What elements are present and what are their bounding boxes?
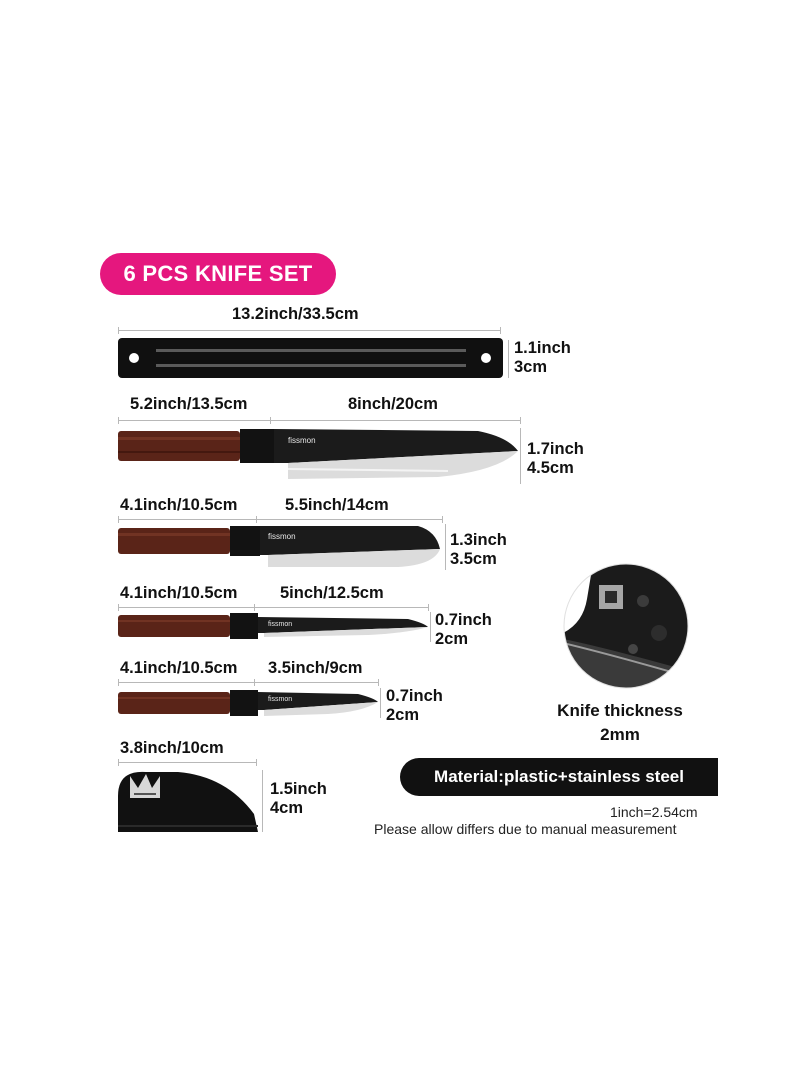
santoku-width-line bbox=[445, 524, 446, 570]
sharpener-height-line bbox=[262, 770, 263, 832]
sharpener-height-cm: 4cm bbox=[270, 799, 304, 817]
thickness-value: 2mm bbox=[600, 725, 640, 744]
santoku-handle-label: 4.1inch/10.5cm bbox=[120, 496, 238, 514]
santoku-brand-mark: fissmon bbox=[268, 532, 296, 541]
conversion-note: 1inch=2.54cm bbox=[610, 804, 698, 820]
paring-width-label bbox=[386, 687, 443, 725]
chef-tick-left bbox=[118, 417, 119, 424]
chef-handle-label: 5.2inch/13.5cm bbox=[130, 395, 248, 413]
santoku-tick-right bbox=[442, 516, 443, 523]
sharpener-tick-left bbox=[118, 759, 119, 766]
utility-tick-right bbox=[428, 604, 429, 611]
chef-width-label bbox=[527, 440, 584, 478]
material-text: Material:plastic+stainless steel bbox=[434, 767, 684, 786]
paring-tick-mid bbox=[254, 679, 255, 686]
sharpener-image bbox=[116, 768, 260, 834]
chef-width-line bbox=[520, 428, 521, 484]
utility-blade-label: 5inch/12.5cm bbox=[280, 584, 384, 602]
title-badge bbox=[100, 253, 336, 295]
bar-height-cm: 3cm bbox=[514, 358, 548, 376]
bar-height-label bbox=[514, 339, 571, 377]
sharpener-height-label bbox=[270, 780, 327, 818]
chef-blade-label: 8inch/20cm bbox=[348, 395, 438, 413]
santoku-knife-image bbox=[118, 523, 444, 573]
paring-width-inch: 0.7inch bbox=[386, 687, 443, 705]
paring-brand-mark: fissmon bbox=[268, 696, 293, 703]
utility-length-line bbox=[118, 607, 428, 608]
utility-width-line bbox=[430, 612, 431, 642]
utility-width-inch: 0.7inch bbox=[435, 611, 492, 629]
santoku-width-inch: 1.3inch bbox=[450, 531, 507, 549]
thickness-label bbox=[525, 699, 715, 747]
santoku-length-line bbox=[118, 519, 442, 520]
utility-brand-mark: fissmon bbox=[268, 621, 293, 628]
paring-tick-left bbox=[118, 679, 119, 686]
paring-length-line bbox=[118, 682, 378, 683]
sharpener-length-label: 3.8inch/10cm bbox=[120, 739, 224, 757]
thickness-title: Knife thickness bbox=[557, 701, 683, 720]
santoku-tick-left bbox=[118, 516, 119, 523]
bar-height-line bbox=[508, 340, 509, 378]
sharpener-height-inch: 1.5inch bbox=[270, 780, 327, 798]
paring-blade-label: 3.5inch/9cm bbox=[268, 659, 363, 677]
bar-length-tick-right bbox=[500, 327, 501, 334]
paring-width-cm: 2cm bbox=[386, 706, 420, 724]
utility-handle-label: 4.1inch/10.5cm bbox=[120, 584, 238, 602]
chef-width-cm: 4.5cm bbox=[527, 459, 574, 477]
santoku-tick-mid bbox=[256, 516, 257, 523]
thickness-detail-image bbox=[563, 563, 689, 689]
utility-tick-left bbox=[118, 604, 119, 611]
chef-knife-image bbox=[118, 425, 520, 487]
material-badge bbox=[400, 758, 718, 796]
bar-length-label: 13.2inch/33.5cm bbox=[232, 305, 359, 323]
santoku-blade-label: 5.5inch/14cm bbox=[285, 496, 389, 514]
santoku-width-cm: 3.5cm bbox=[450, 550, 497, 568]
paring-tick-right bbox=[378, 679, 379, 686]
bar-height-inch: 1.1inch bbox=[514, 339, 571, 357]
magnetic-bar-image bbox=[118, 338, 503, 380]
disclaimer-note: Please allow differs due to manual measurement bbox=[374, 821, 677, 837]
chef-tick-right bbox=[520, 417, 521, 424]
bar-length-line bbox=[118, 330, 500, 331]
sharpener-length-line bbox=[118, 762, 256, 763]
chef-length-line bbox=[118, 420, 520, 421]
paring-handle-label: 4.1inch/10.5cm bbox=[120, 659, 238, 677]
utility-width-cm: 2cm bbox=[435, 630, 469, 648]
chef-width-inch: 1.7inch bbox=[527, 440, 584, 458]
utility-width-label bbox=[435, 611, 492, 649]
sharpener-tick-right bbox=[256, 759, 257, 766]
chef-tick-mid bbox=[270, 417, 271, 424]
paring-knife-image bbox=[118, 688, 380, 720]
santoku-width-label bbox=[450, 531, 507, 569]
utility-tick-mid bbox=[254, 604, 255, 611]
chef-brand-mark: fissmon bbox=[288, 436, 316, 445]
bar-length-tick-left bbox=[118, 327, 119, 334]
utility-knife-image bbox=[118, 611, 430, 643]
paring-width-line bbox=[380, 688, 381, 718]
title-text: 6 PCS KNIFE SET bbox=[123, 261, 313, 286]
